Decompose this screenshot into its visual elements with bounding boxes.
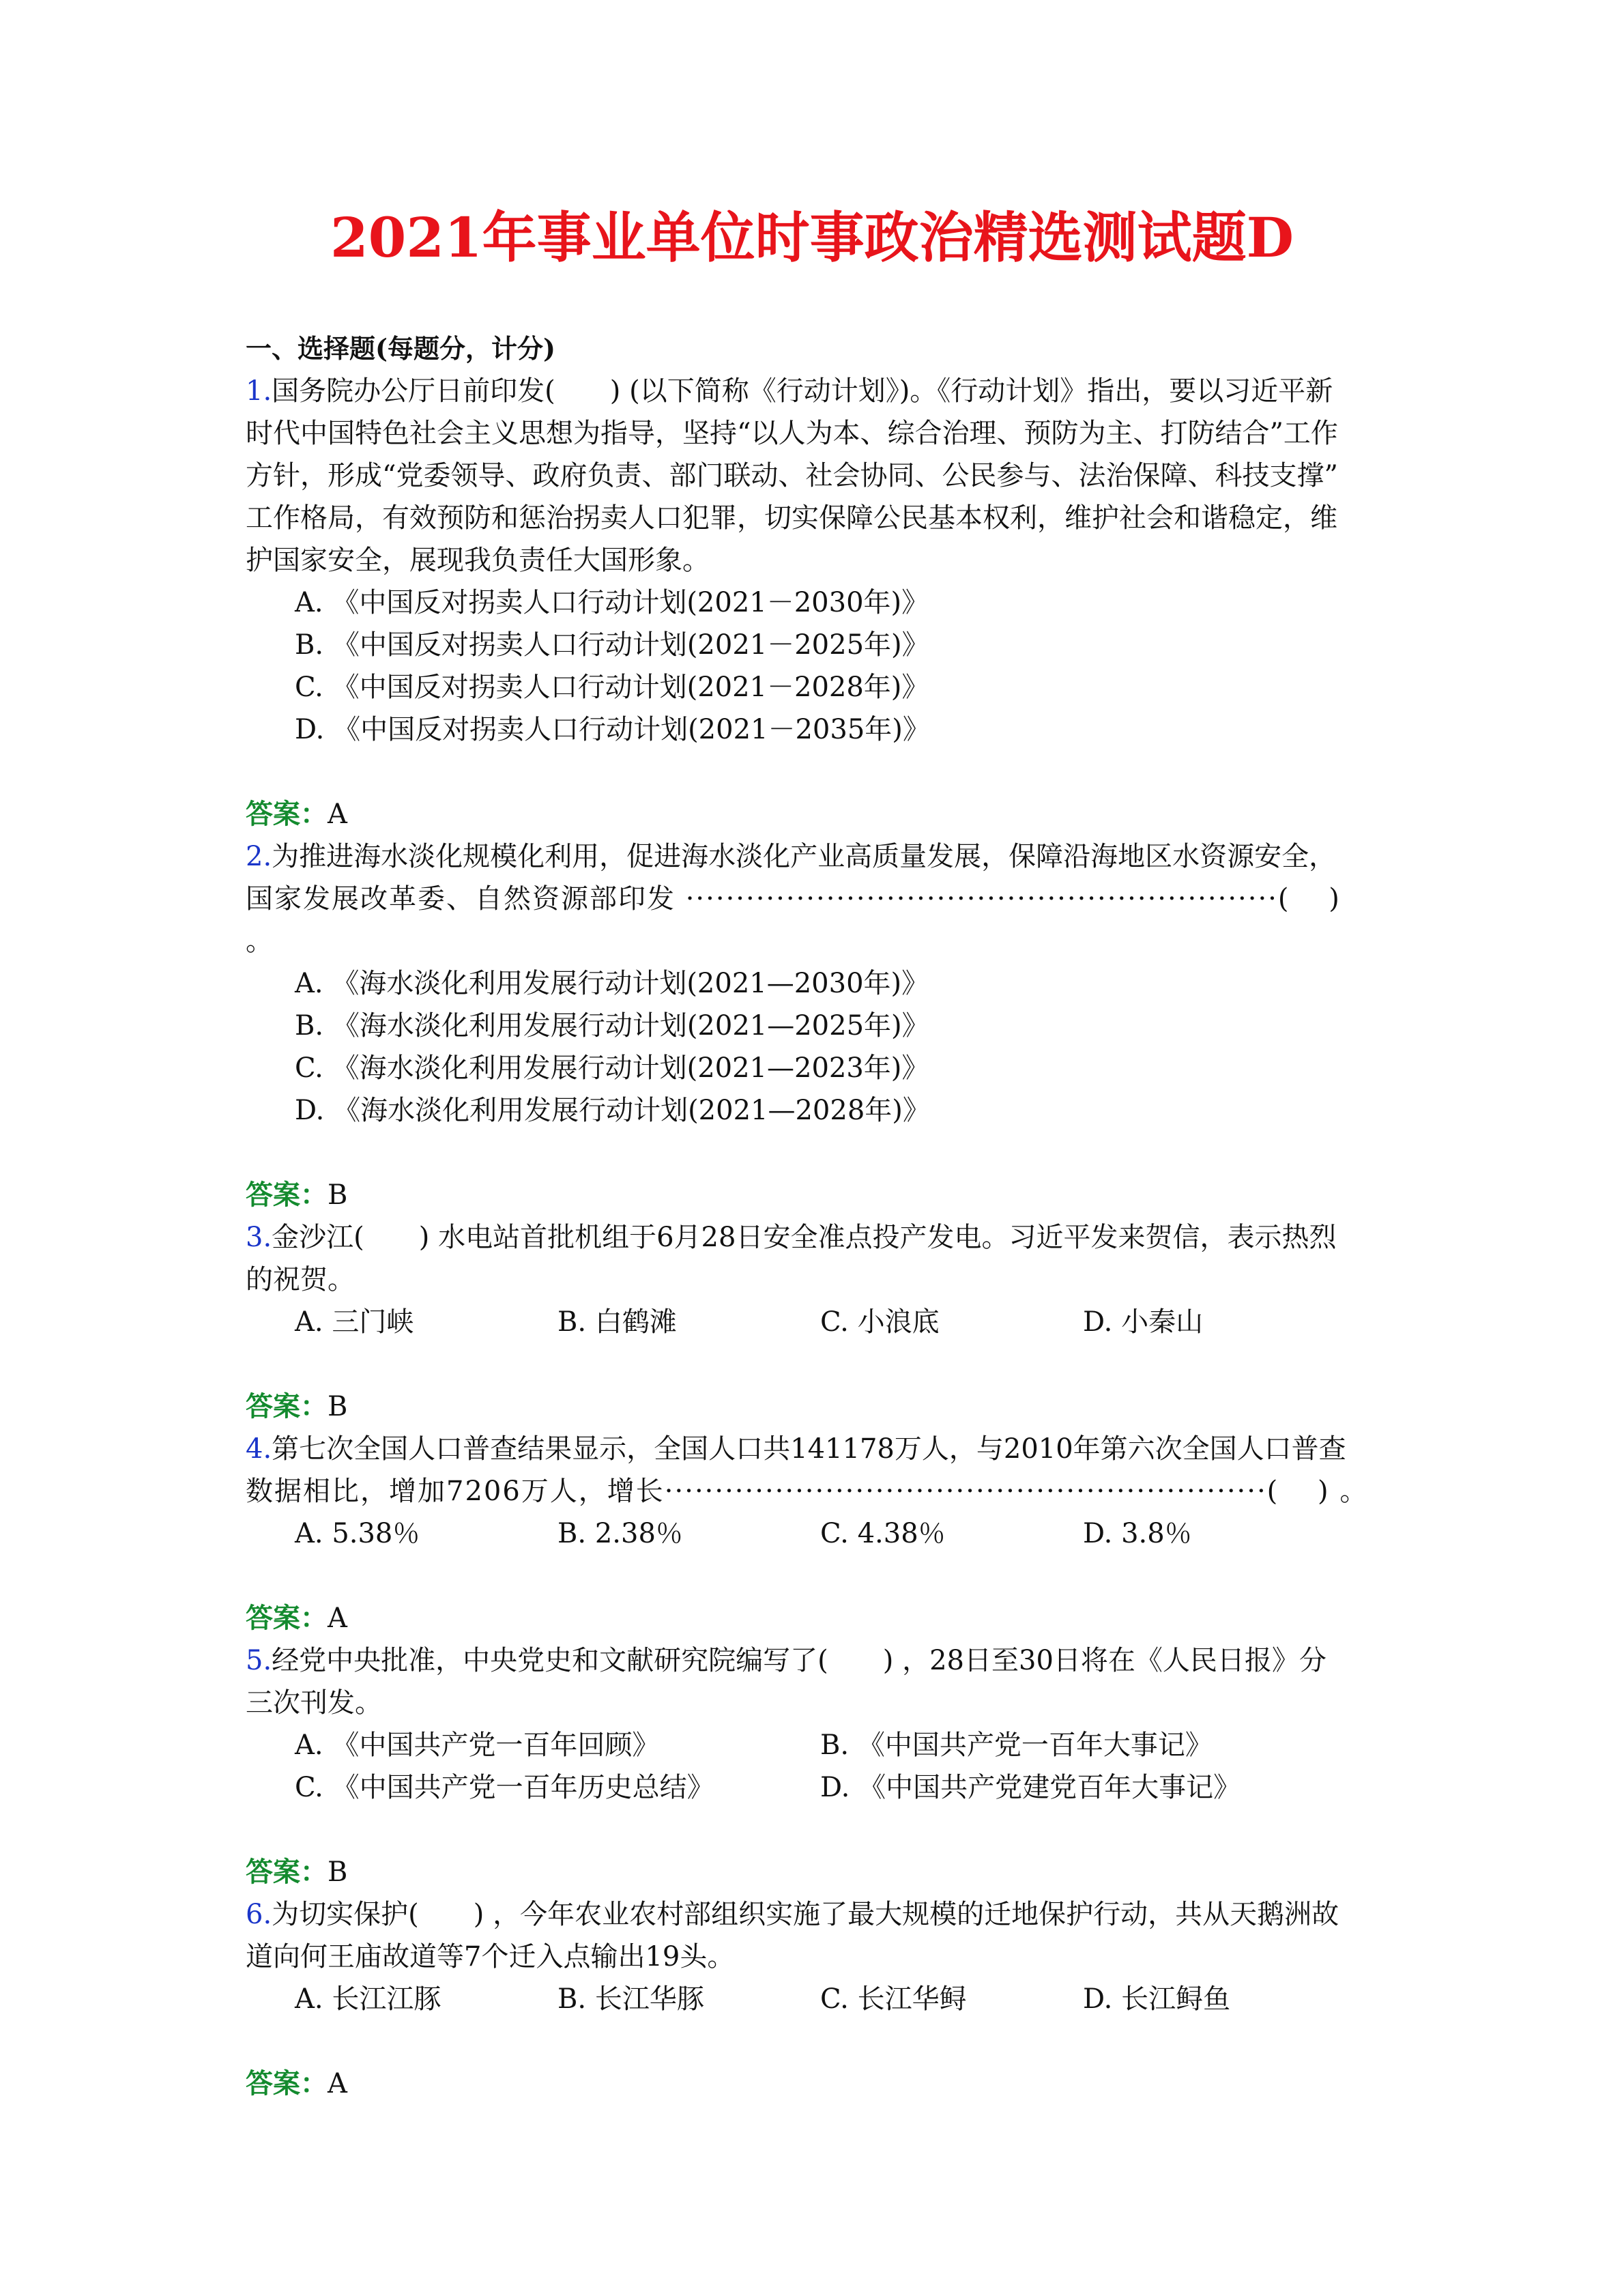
question-1 (246, 370, 1378, 835)
answer-line (246, 793, 1378, 835)
answer-line (246, 1174, 1378, 1216)
answer-value: A (328, 2068, 347, 2099)
option-a: A. 三门峡 (295, 1306, 414, 1338)
option-b: B. 长江华豚 (557, 1983, 704, 2015)
option-d: D. 《中国反对拐卖人口行动计划(2021－2035年)》 (295, 714, 930, 745)
question-1-text: 1.国务院办公厅日前印发( ) (以下简称《行动计划》)。《行动计划》指出，要以习近平新 (246, 375, 1333, 407)
option-c: C. 《中国共产党一百年历史总结》 (295, 1772, 714, 1803)
answer-label: 答案： (246, 1179, 328, 1211)
question-6 (246, 1893, 1378, 2105)
question-2-text: 2.为推进海水淡化规模化利用，促进海水淡化产业高质量发展，保障沿海地区水资源安全， (246, 841, 1337, 872)
options-row (246, 1766, 1378, 1809)
option-a: A. 《中国共产党一百年回顾》 (295, 1730, 660, 1761)
options-row (246, 1978, 1378, 2020)
option-c: C. 4.38％ (820, 1518, 946, 1549)
answer-label: 答案： (246, 1390, 328, 1422)
question-3 (246, 1216, 1378, 1428)
option-d: D. 小秦山 (1083, 1306, 1204, 1338)
options-row (246, 1724, 1378, 1766)
section-heading: 一、选择题(每题分，计分) (246, 333, 555, 364)
answer-label: 答案： (246, 798, 328, 830)
option-d: D. 《海水淡化利用发展行动计划(2021—2028年)》 (295, 1095, 930, 1126)
question-2 (246, 835, 1378, 1216)
option-b: B. 《中国共产党一百年大事记》 (820, 1730, 1213, 1761)
options-row (246, 1301, 1378, 1343)
question-4 (246, 1428, 1378, 1639)
option-b: B. 白鹤滩 (557, 1306, 677, 1338)
question-4-line: 数据相比，增加7206万人，增长····························································( ) 。 (246, 1476, 1369, 1507)
option-a: A. 《海水淡化利用发展行动计划(2021—2030年)》 (295, 968, 929, 999)
question-1-line: 时代中国特色社会主义思想为指导，坚持“以人为本、综合治理、预防为主、打防结合”工作 (246, 418, 1338, 449)
answer-line (246, 1851, 1378, 1893)
question-1-line: 方针，形成“党委领导、政府负责、部门联动、社会协同、公民参与、法治保障、科技支撑” (246, 460, 1338, 491)
question-number: 1. (246, 375, 272, 407)
question-2-line: 国家发展改革委、自然资源部印发 ···························································( ) 。 (246, 883, 1341, 957)
answer-line (246, 1597, 1378, 1639)
option-c: C. 《海水淡化利用发展行动计划(2021—2023年)》 (295, 1052, 929, 1084)
question-4-text: 4.第七次全国人口普查结果显示，全国人口共141178万人，与2010年第六次全国人口普查 (246, 1433, 1346, 1465)
option-a: A. 长江江豚 (295, 1983, 441, 2015)
option-b: B. 《海水淡化利用发展行动计划(2021—2025年)》 (295, 1010, 929, 1042)
options-row (246, 1512, 1378, 1555)
answer-label: 答案： (246, 1602, 328, 1634)
question-5-text: 5.经党中央批准，中央党史和文献研究院编写了( ) ，28日至30日将在《人民日报》分 (246, 1645, 1326, 1676)
answer-line (246, 1386, 1378, 1428)
answer-label: 答案： (246, 1856, 328, 1888)
option-d: D. 《中国共产党建党百年大事记》 (820, 1772, 1241, 1803)
question-1-line: 工作格局，有效预防和惩治拐卖人口犯罪，切实保障公民基本权利，维护社会和谐稳定，维 (246, 502, 1337, 534)
page-title: 2021年事业单位时事政治精选测试题D (330, 205, 1294, 270)
question-6-line: 道向何王庙故道等7个迁入点输出19头。 (246, 1941, 735, 1972)
question-3-line: 的祝贺。 (246, 1264, 355, 1295)
answer-line (246, 2063, 1378, 2105)
answer-label: 答案： (246, 2067, 328, 2099)
question-5 (246, 1639, 1378, 1893)
question-list (246, 328, 1378, 2105)
question-number: 5. (246, 1645, 272, 1676)
answer-value: B (328, 1856, 348, 1888)
answer-value: A (328, 799, 347, 830)
answer-value: A (328, 1603, 347, 1634)
option-b: B. 《中国反对拐卖人口行动计划(2021－2025年)》 (295, 629, 929, 661)
option-a: A. 《中国反对拐卖人口行动计划(2021－2030年)》 (295, 587, 929, 618)
answer-value: B (328, 1179, 348, 1211)
option-d: D. 长江鲟鱼 (1083, 1983, 1231, 2015)
option-c: C. 小浪底 (820, 1306, 940, 1338)
question-number: 6. (246, 1899, 272, 1930)
question-3-text: 3.金沙江( ) 水电站首批机组于6月28日安全准点投产发电。习近平发来贺信，表示热烈 (246, 1222, 1337, 1253)
option-c: C. 《中国反对拐卖人口行动计划(2021－2028年)》 (295, 672, 929, 703)
option-c: C. 长江华鲟 (820, 1983, 967, 2015)
answer-value: B (328, 1391, 348, 1422)
question-number: 3. (246, 1222, 272, 1253)
question-number: 4. (246, 1433, 272, 1465)
question-5-line: 三次刊发。 (246, 1687, 382, 1719)
question-number: 2. (246, 841, 272, 872)
option-d: D. 3.8％ (1083, 1518, 1192, 1549)
option-b: B. 2.38％ (557, 1518, 683, 1549)
question-6-text: 6.为切实保护( ) ，今年农业农村部组织实施了最大规模的迁地保护行动，共从天鹅洲故 (246, 1899, 1339, 1930)
question-1-line: 护国家安全，展现我负责任大国形象。 (246, 545, 710, 576)
option-a: A. 5.38％ (295, 1518, 420, 1549)
